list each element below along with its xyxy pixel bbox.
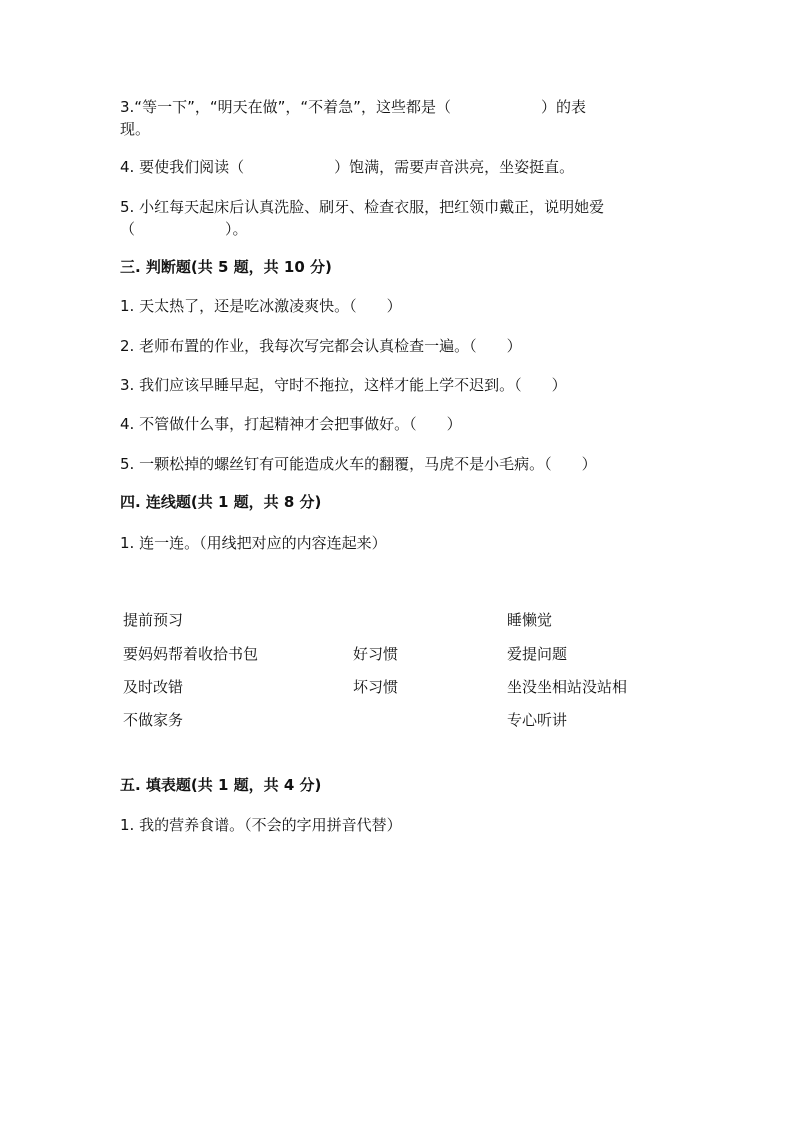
judge-item-4: 4. 不管做什么事，打起精神才会把事做好。（ ） — [120, 415, 462, 433]
section4-title: 四. 连线题(共 1 题，共 8 分) — [120, 493, 322, 511]
match-middle-1: 好习惯 — [353, 645, 399, 663]
fill-in-q3-line1: 3.“等一下”，“明天在做”，“不着急”，这些都是（ ）的表 — [120, 98, 586, 116]
section3-title: 三. 判断题(共 5 题，共 10 分) — [120, 258, 332, 276]
match-middle-2: 坏习惯 — [353, 678, 399, 696]
fill-in-q5-line1: 5. 小红每天起床后认真洗脸、刷牙、检查衣服，把红领巾戴正，说明她爱 — [120, 198, 605, 216]
match-left-3: 及时改错 — [123, 678, 184, 696]
match-left-1: 提前预习 — [123, 611, 184, 629]
match-right-2: 爱提问题 — [507, 645, 568, 663]
match-right-1: 睡懒觉 — [507, 611, 553, 629]
judge-item-3: 3. 我们应该早睡早起，守时不拖拉，这样才能上学不迟到。（ ） — [120, 376, 567, 394]
match-left-4: 不做家务 — [123, 711, 184, 729]
fill-in-q4: 4. 要使我们阅读（ ）饱满，需要声音洪亮，坐姿挺直。 — [120, 158, 575, 176]
table-question: 1. 我的营养食谱。（不会的字用拼音代替） — [120, 816, 402, 834]
judge-item-1: 1. 天太热了，还是吃冰激凌爽快。（ ） — [120, 297, 402, 315]
judge-item-2: 2. 老师布置的作业，我每次写完都会认真检查一遍。（ ） — [120, 337, 522, 355]
fill-in-q5-line2: （ ）。 — [120, 220, 248, 238]
match-right-4: 专心听讲 — [507, 711, 568, 729]
fill-in-q3-line2: 现。 — [120, 120, 151, 138]
judge-item-5: 5. 一颗松掉的螺丝钉有可能造成火车的翻覆，马虎不是小毛病。（ ） — [120, 455, 597, 473]
match-right-3: 坐没坐相站没站相 — [507, 678, 628, 696]
section5-title: 五. 填表题(共 1 题，共 4 分) — [120, 776, 322, 794]
matching-question: 1. 连一连。（用线把对应的内容连起来） — [120, 534, 387, 552]
match-left-2: 要妈妈帮着收拾书包 — [123, 645, 259, 663]
